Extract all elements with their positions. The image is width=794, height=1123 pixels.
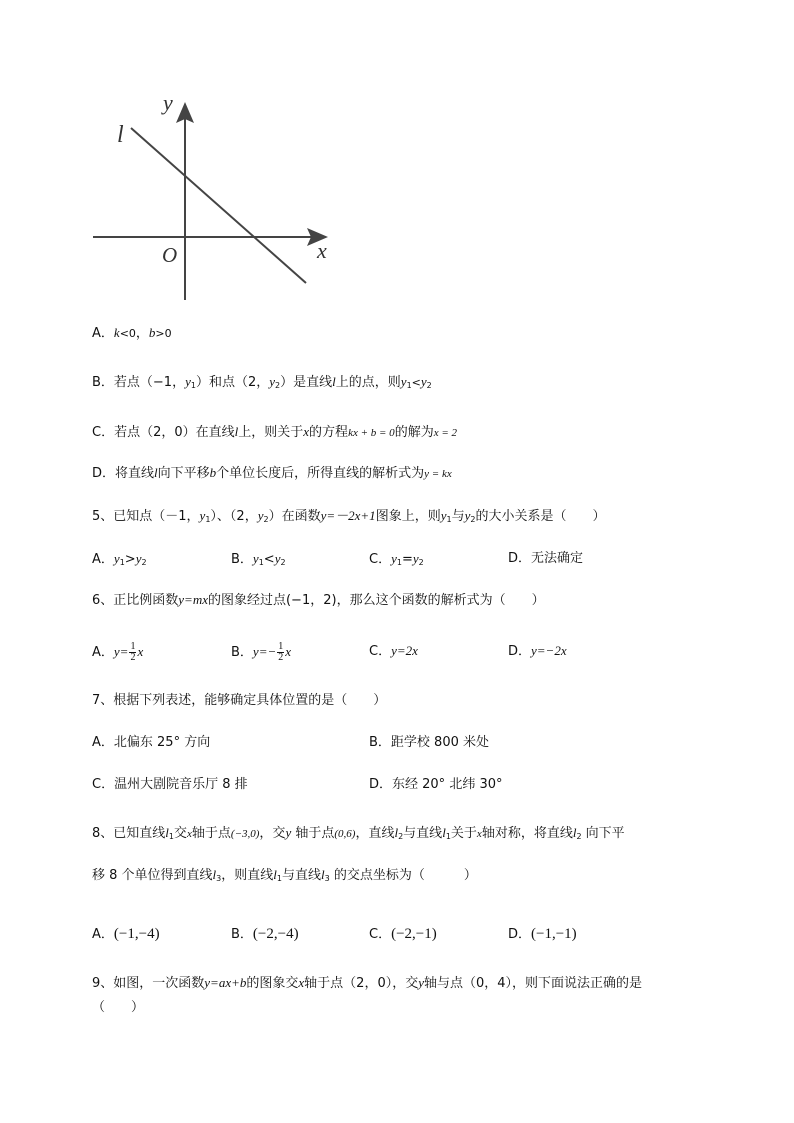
- q9-stem-line1: 9、如图，一次函数y=ax+b的图象交x轴于点（2，0），交y轴与点（0，4），则下面说法正确的是: [92, 975, 643, 991]
- q8-option-c: C．(−2,−1): [369, 926, 437, 942]
- q5-option-a: A．$y_1>y_2$: [92, 551, 147, 567]
- q6-option-d: D．y=−2x: [508, 643, 567, 659]
- q8-stem-line2: 移 8 个单位得到直线$l_3$，则直线$l_1$与直线$l_3$ 的交点坐标为（ ）: [92, 867, 477, 883]
- q5-stem: 5、已知点（－1，$y_1$）、（2，$y_2$）在函数y=－2x+1图象上，则$y_1$与$y_2$的大小关系是（ ）: [92, 508, 606, 524]
- q7-stem: 7、根据下列表述，能够确定具体位置的是（ ）: [92, 693, 387, 708]
- line-label: l: [117, 122, 124, 148]
- q7-option-a: A．北偏东 25° 方向: [92, 735, 211, 750]
- q5-option-d: D．无法确定: [508, 551, 584, 566]
- q7-option-d: D．东经 20° 北纬 30°: [369, 777, 503, 792]
- q6-option-a: A．y= $\frac{1}{2}$ x: [92, 641, 144, 663]
- q4-option-a: A．k<0，b>0: [92, 325, 172, 341]
- origin-label: O: [162, 243, 178, 267]
- q7-option-b: B．距学校 800 米处: [369, 735, 489, 750]
- q6-stem: 6、正比例函数y=mx的图象经过点(−1，2)，那么这个函数的解析式为（ ）: [92, 592, 545, 608]
- q5-option-b: B．$y_1<y_2$: [231, 551, 286, 567]
- y-axis-label: y: [163, 90, 173, 115]
- fraction-one-half: $\frac{1}{2}$: [278, 641, 284, 663]
- coordinate-graph: [85, 88, 345, 308]
- q8-stem-line1: 8、已知直线$l_1$交x轴于点(−3,0)，交y 轴于点(0,6)，直线$l_2$与直线$l_1$关于x轴对称，将直线$l_2$ 向下平: [92, 825, 625, 841]
- q8-option-d: D．(−1,−1): [508, 926, 577, 942]
- q9-stem-line2: （ ）: [92, 1000, 145, 1015]
- q8-option-b: B．(−2,−4): [231, 926, 299, 942]
- q7-option-c: C．温州大剧院音乐厅 8 排: [92, 777, 248, 792]
- q8-option-a: A．(−1,−4): [92, 926, 160, 942]
- q5-option-c: C．$y_1=y_2$: [369, 551, 424, 567]
- q4-option-c: C．若点（2，0）在直线l上，则关于x的方程kx + b = 0的解为x = 2: [92, 424, 458, 440]
- fraction-one-half: $\frac{1}{2}$: [130, 641, 136, 663]
- x-axis-label: x: [317, 238, 327, 263]
- line-l: [131, 128, 306, 283]
- q4-option-d: D．将直线l向下平移b个单位长度后，所得直线的解析式为y = kx: [92, 465, 452, 481]
- q6-option-b: B．y=− $\frac{1}{2}$ x: [231, 641, 292, 663]
- q6-option-c: C．y=2x: [369, 643, 418, 659]
- q4-option-b: B．若点（−1，$y_1$）和点（2，$y_2$）是直线l上的点，则$y_1<y_2$: [92, 374, 432, 390]
